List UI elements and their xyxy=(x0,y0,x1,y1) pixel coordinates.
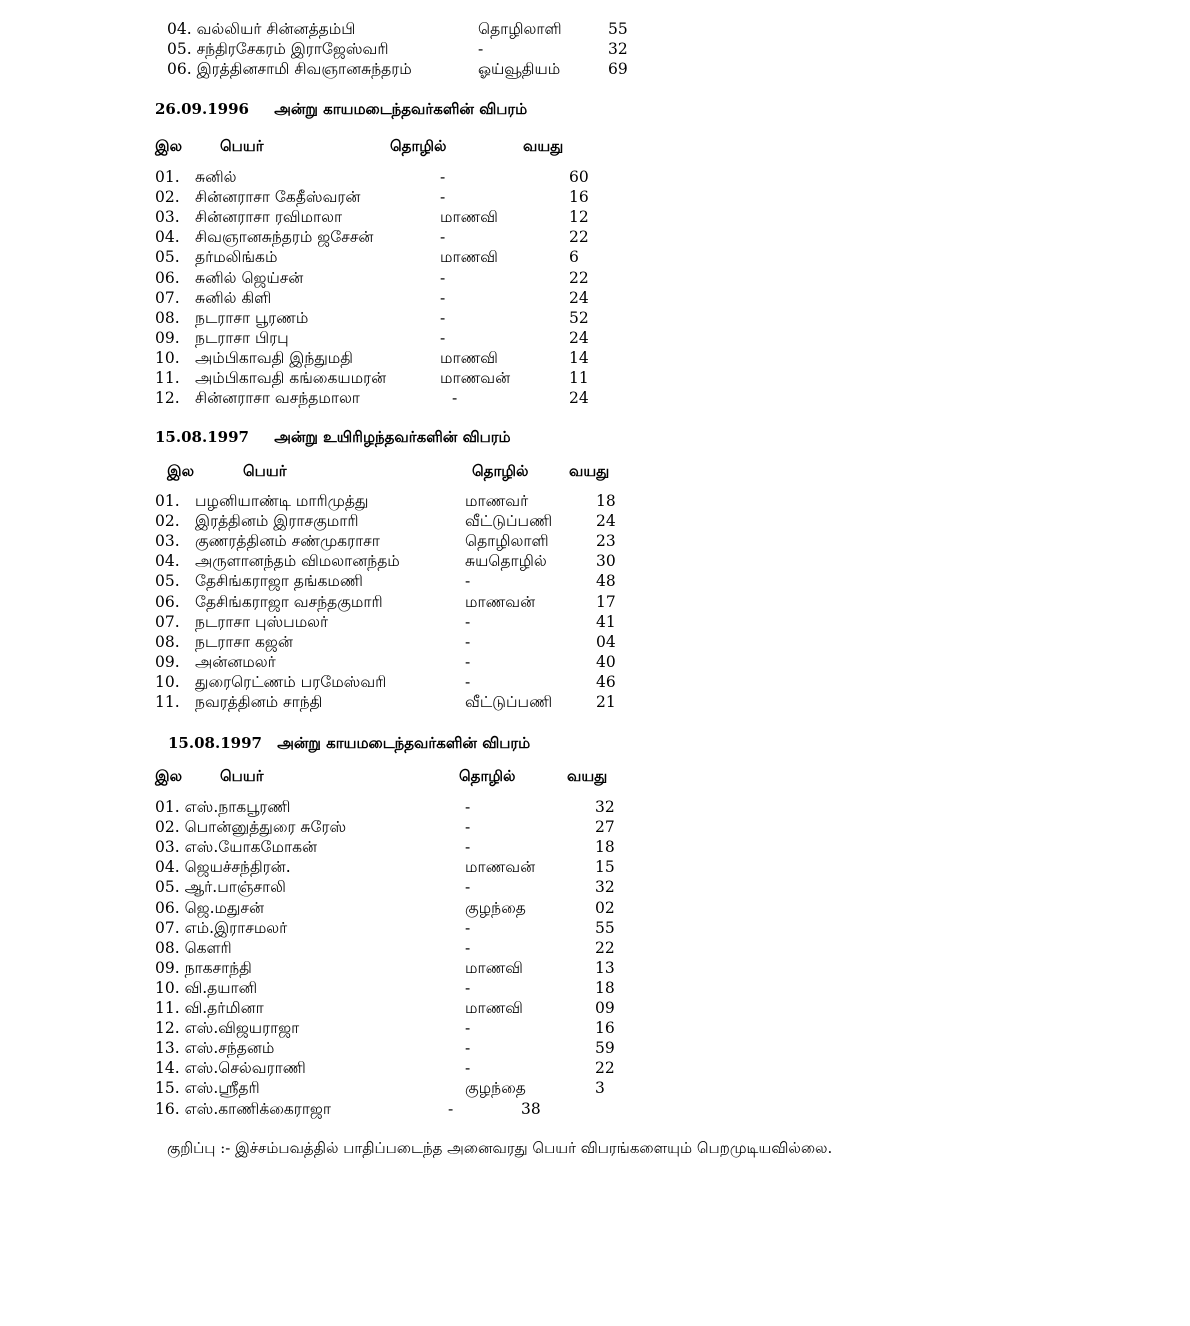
person-name: 05. ஆர்.பாஞ்சாலி xyxy=(155,878,286,897)
row-number: 10. xyxy=(155,348,180,367)
col-name: பெயர் xyxy=(243,462,287,480)
person-name: நடராசா கஜன் xyxy=(195,632,293,651)
occupation: மாணவி xyxy=(465,999,523,1017)
row-number: 12. xyxy=(155,389,180,408)
age: 02 xyxy=(595,898,615,917)
list-item xyxy=(167,39,647,59)
row-number: 04. xyxy=(155,228,180,247)
age: 32 xyxy=(608,40,628,58)
age: 15 xyxy=(595,858,615,877)
age: 48 xyxy=(596,572,616,591)
person-name: 02. பொன்னுத்துரை சுரேஸ் xyxy=(155,818,347,837)
person-name: 13. எஸ்.சந்தனம் xyxy=(155,1039,275,1058)
occupation: - xyxy=(440,308,446,327)
age: 13 xyxy=(595,958,615,977)
occupation: குழந்தை xyxy=(465,1079,526,1098)
row-number: 01. xyxy=(155,492,180,510)
occupation: - xyxy=(465,1059,471,1078)
age: 18 xyxy=(595,978,615,997)
age: 21 xyxy=(596,693,616,711)
person-name: குணரத்தினம் சண்முகராசா xyxy=(195,532,380,551)
age: 16 xyxy=(569,188,589,207)
person-name: சுனில் xyxy=(195,168,237,186)
age: 6 xyxy=(569,248,579,267)
occupation: குழந்தை xyxy=(465,898,526,917)
table-row xyxy=(155,1099,635,1119)
row-number: 07. xyxy=(155,612,180,631)
person-name: 01. எஸ்.நாகபூரணி xyxy=(155,798,291,816)
table-row xyxy=(155,958,635,978)
person-name: 04. ஜெயச்சந்திரன். xyxy=(155,858,291,877)
occupation: தொழிலாளி xyxy=(465,532,549,551)
age: 11 xyxy=(569,369,589,387)
section-title xyxy=(168,733,530,753)
person-name: இரத்தினம் இராசகுமாரி xyxy=(195,512,359,531)
person-name: 06. ஜெ.மதுசன் xyxy=(155,898,265,917)
occupation: - xyxy=(465,632,471,651)
table-row xyxy=(155,898,635,918)
occupation: - xyxy=(440,188,446,207)
table-row xyxy=(155,672,635,692)
row-number: 08. xyxy=(155,308,180,327)
person-name: 15. எஸ்.ஸ்ரீதரி xyxy=(155,1079,260,1098)
row-number: 08. xyxy=(155,632,180,651)
person-name: அம்பிகாவதி இந்துமதி xyxy=(195,348,353,367)
age: 60 xyxy=(569,168,589,186)
occupation: ஓய்வூதியம் xyxy=(478,60,561,78)
person-name: தேசிங்கராஜா வசந்தகுமாரி xyxy=(195,592,383,611)
row-number: 07. xyxy=(155,288,180,307)
table-row xyxy=(155,531,635,551)
occupation: மாணவர் xyxy=(465,492,529,510)
table-row xyxy=(155,491,635,511)
table-row xyxy=(155,511,635,531)
age: 52 xyxy=(569,308,589,327)
person-name: சின்னராசா வசந்தமாலா xyxy=(195,389,360,408)
person-name: 06. இரத்தினசாமி சிவஞானசுந்தரம் xyxy=(167,60,412,78)
table-row xyxy=(155,227,635,247)
table-row xyxy=(155,187,635,207)
row-number: 04. xyxy=(155,552,180,571)
table-row xyxy=(155,328,635,348)
person-name: நடராசா பிரபு xyxy=(195,328,289,347)
person-name: சிவஞானசுந்தரம் ஜசேசன் xyxy=(195,228,374,247)
person-name: 09. நாகசாந்தி xyxy=(155,958,252,977)
person-name: துரைரெட்ணம் பரமேஸ்வரி xyxy=(195,672,387,691)
occupation: சுயதொழில் xyxy=(465,552,547,571)
person-name: அன்னமலர் xyxy=(195,652,276,671)
person-name: நடராசா பூரணம் xyxy=(195,308,309,327)
age: 22 xyxy=(595,938,615,957)
person-name: சுனில் கிளி xyxy=(195,288,272,307)
table-row xyxy=(155,1038,635,1058)
occupation: - xyxy=(440,268,446,287)
row-number: 03. xyxy=(155,208,180,227)
occupation: மாணவன் xyxy=(440,369,511,387)
table-row xyxy=(155,1058,635,1078)
occupation: வீட்டுப்பணி xyxy=(465,512,553,531)
col-name: பெயர் xyxy=(220,137,264,155)
age: 30 xyxy=(596,552,616,571)
age: 17 xyxy=(596,592,616,611)
section-date: 15.08.1997 xyxy=(155,428,249,446)
table-row xyxy=(155,592,635,612)
age: 32 xyxy=(595,798,615,816)
age: 18 xyxy=(596,492,616,510)
row-number: 02. xyxy=(155,512,180,531)
col-age: வயது xyxy=(569,462,610,480)
occupation: - xyxy=(465,612,471,631)
age: 24 xyxy=(569,328,589,347)
table-row xyxy=(155,1078,635,1098)
table-row xyxy=(155,207,635,227)
age: 24 xyxy=(596,512,616,531)
age: 18 xyxy=(595,838,615,857)
table-row xyxy=(155,348,635,368)
section-date: 26.09.1996 xyxy=(155,100,249,118)
person-name: 10. வி.தயானி xyxy=(155,978,258,997)
table-row xyxy=(155,632,635,652)
occupation: - xyxy=(465,818,471,837)
col-no: இல xyxy=(155,767,183,785)
table-row xyxy=(155,368,635,388)
occupation: மாணவி xyxy=(440,208,498,227)
person-name: தர்மலிங்கம் xyxy=(195,248,278,267)
col-job: தொழில் xyxy=(472,462,529,480)
occupation: - xyxy=(440,168,446,186)
age: 55 xyxy=(595,918,615,937)
occupation: - xyxy=(465,652,471,671)
occupation: மாணவி xyxy=(440,248,498,267)
occupation: - xyxy=(465,1019,471,1038)
list-item xyxy=(167,19,647,39)
occupation: - xyxy=(440,228,446,247)
occupation: - xyxy=(440,328,446,347)
age: 27 xyxy=(595,818,615,837)
age: 38 xyxy=(521,1099,541,1118)
age: 22 xyxy=(595,1059,615,1078)
occupation: - xyxy=(448,1099,454,1118)
table-row xyxy=(155,1018,635,1038)
age: 23 xyxy=(596,532,616,551)
section-heading: அன்று உயிரிழந்தவர்களின் விபரம் xyxy=(274,428,511,446)
col-no: இல xyxy=(167,462,195,480)
occupation: மாணவன் xyxy=(465,858,536,877)
occupation: தொழிலாளி xyxy=(478,20,562,38)
row-number: 06. xyxy=(155,592,180,611)
table-row xyxy=(155,998,635,1018)
occupation: - xyxy=(465,572,471,591)
row-number: 05. xyxy=(155,572,180,591)
table-row xyxy=(155,308,635,328)
occupation: - xyxy=(465,1039,471,1058)
person-name: 05. சந்திரசேகரம் இராஜேஸ்வரி xyxy=(167,40,389,58)
age: 14 xyxy=(569,348,589,367)
row-number: 01. xyxy=(155,168,180,186)
table-row xyxy=(155,877,635,897)
col-name: பெயர் xyxy=(220,767,264,785)
age: 24 xyxy=(569,389,589,408)
list-item xyxy=(167,59,647,79)
occupation: மாணவி xyxy=(440,348,498,367)
table-row xyxy=(155,571,635,591)
table-row xyxy=(155,288,635,308)
occupation: வீட்டுப்பணி xyxy=(465,693,553,711)
occupation: மாணவி xyxy=(465,958,523,977)
table-row xyxy=(155,652,635,672)
age: 32 xyxy=(595,878,615,897)
table-row xyxy=(155,167,635,187)
table-row xyxy=(155,857,635,877)
age: 12 xyxy=(569,208,589,227)
age: 55 xyxy=(608,20,628,38)
row-number: 10. xyxy=(155,672,180,691)
col-job: தொழில் xyxy=(390,137,447,155)
footnote: குறிப்பு :- இச்சம்பவத்தில் பாதிப்படைந்த அனைவரது பெயர் விபரங்களையும் பெறமுடியவில்லை. xyxy=(167,1139,833,1157)
age: 22 xyxy=(569,228,589,247)
table-row xyxy=(155,938,635,958)
age: 09 xyxy=(595,999,615,1017)
col-age: வயது xyxy=(523,137,564,155)
person-name: சின்னராசா ரவிமாலா xyxy=(195,208,343,227)
age: 46 xyxy=(596,672,616,691)
age: 3 xyxy=(595,1079,605,1098)
occupation: - xyxy=(440,288,446,307)
person-name: நடராசா புஸ்பமலர் xyxy=(195,612,329,631)
person-name: 11. வி.தர்மினா xyxy=(155,999,264,1017)
occupation: - xyxy=(465,918,471,937)
row-number: 03. xyxy=(155,532,180,551)
row-number: 11. xyxy=(155,693,180,711)
occupation: - xyxy=(465,938,471,957)
person-name: 07. எம்.இராசமலர் xyxy=(155,918,288,937)
age: 16 xyxy=(595,1019,615,1038)
person-name: 03. எஸ்.யோகமோகன் xyxy=(155,838,318,857)
table-row xyxy=(155,612,635,632)
table-row xyxy=(155,551,635,571)
age: 59 xyxy=(595,1039,615,1058)
table-row xyxy=(155,978,635,998)
row-number: 02. xyxy=(155,188,180,207)
age: 22 xyxy=(569,268,589,287)
occupation: மாணவன் xyxy=(465,592,536,611)
occupation: - xyxy=(478,40,484,58)
table-row xyxy=(155,268,635,288)
person-name: 12. எஸ்.விஜயராஜா xyxy=(155,1019,300,1038)
occupation: - xyxy=(452,389,458,408)
row-number: 11. xyxy=(155,369,180,387)
occupation: - xyxy=(465,978,471,997)
section-heading: அன்று காயமடைந்தவர்களின் விபரம் xyxy=(274,100,528,118)
person-name: அருளானந்தம் விமலானந்தம் xyxy=(195,552,400,571)
person-name: சின்னராசா கேதீஸ்வரன் xyxy=(195,188,361,207)
occupation: - xyxy=(465,798,471,816)
col-age: வயது xyxy=(567,767,608,785)
col-job: தொழில் xyxy=(459,767,516,785)
table-row xyxy=(155,692,635,712)
table-row xyxy=(155,918,635,938)
person-name: 14. எஸ்.செல்வராணி xyxy=(155,1059,306,1078)
table-row xyxy=(155,837,635,857)
table-row xyxy=(155,817,635,837)
person-name: 04. வல்லியர் சின்னத்தம்பி xyxy=(167,20,356,38)
section-heading: அன்று காயமடைந்தவர்களின் விபரம் xyxy=(277,734,531,752)
age: 69 xyxy=(608,60,628,78)
person-name: சுனில் ஜெய்சன் xyxy=(195,268,304,287)
section-title xyxy=(155,427,511,447)
row-number: 09. xyxy=(155,652,180,671)
table-row xyxy=(155,797,635,817)
section-title xyxy=(155,99,527,119)
person-name: தேசிங்கராஜா தங்கமணி xyxy=(195,572,363,591)
occupation: - xyxy=(465,838,471,857)
row-number: 06. xyxy=(155,268,180,287)
person-name: நவரத்தினம் சாந்தி xyxy=(195,693,323,711)
age: 24 xyxy=(569,288,589,307)
table-row xyxy=(155,247,635,267)
age: 04 xyxy=(596,632,616,651)
occupation: - xyxy=(465,672,471,691)
person-name: 16. எஸ்.காணிக்கைராஜா xyxy=(155,1099,331,1118)
age: 40 xyxy=(596,652,616,671)
occupation: - xyxy=(465,878,471,897)
person-name: 08. கௌரி xyxy=(155,938,232,957)
person-name: அம்பிகாவதி கங்கையமரன் xyxy=(195,369,387,387)
table-row xyxy=(155,388,635,408)
col-no: இல xyxy=(155,137,183,155)
row-number: 05. xyxy=(155,248,180,267)
person-name: பழனியாண்டி மாரிமுத்து xyxy=(195,492,369,510)
section-date: 15.08.1997 xyxy=(168,734,262,752)
row-number: 09. xyxy=(155,328,180,347)
age: 41 xyxy=(596,612,616,631)
